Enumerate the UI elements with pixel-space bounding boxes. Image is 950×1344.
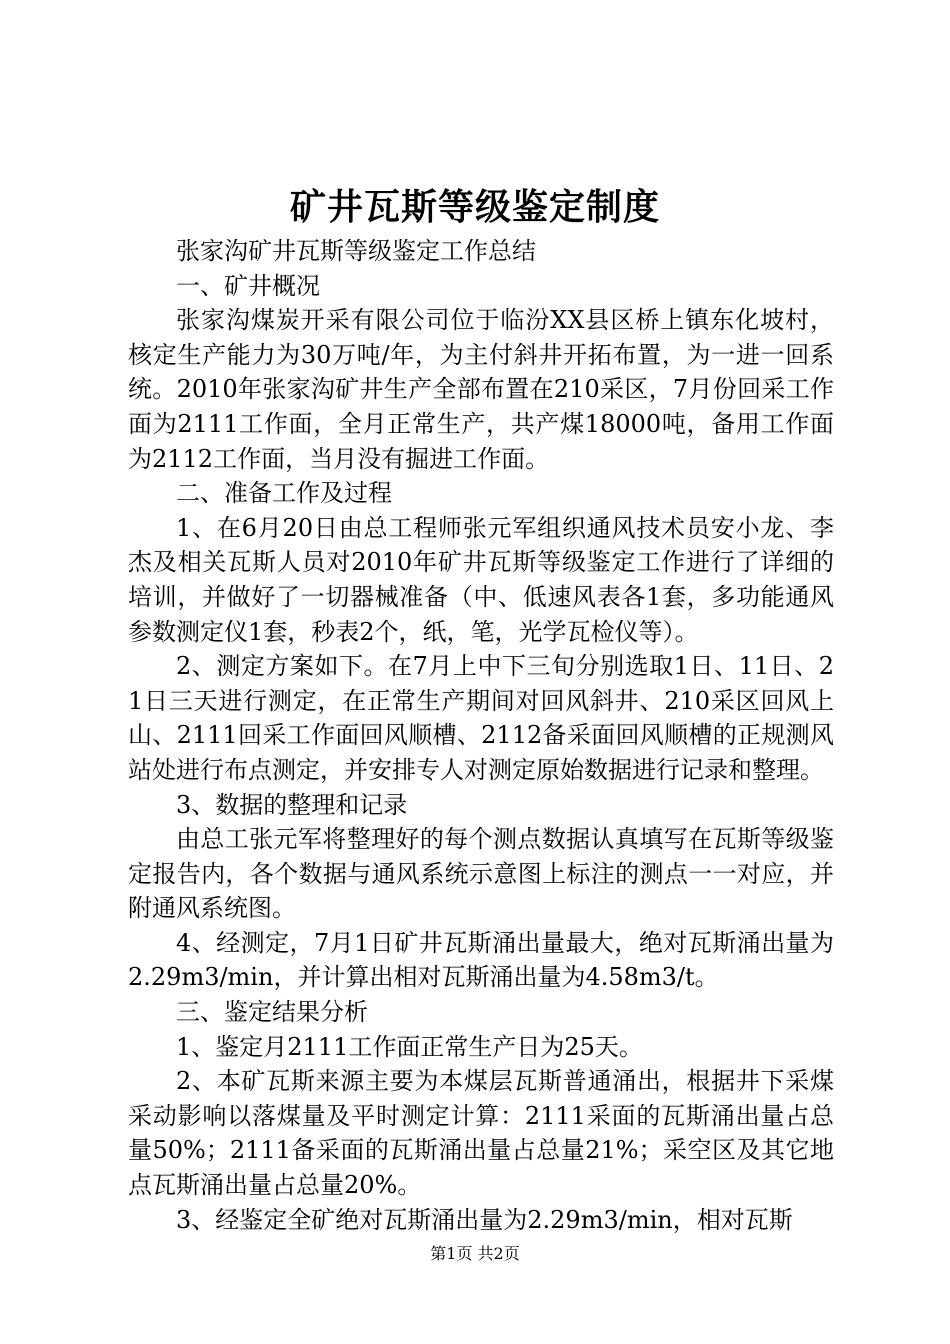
results-item-1: 1、鉴定月2111工作面正常生产日为25天。: [176, 1032, 643, 1061]
section-heading-overview: 一、矿井概况: [176, 271, 320, 300]
preparation-item-3-body: 由总工张元军将整理好的每个测点数据认真填写在瓦斯等级鉴定报告内，各个数据与通风系统示意图上标注的测点一一对应，并附通风系统图。: [128, 825, 834, 923]
page-footer: 第1页 共2页: [430, 1244, 520, 1263]
overview-paragraph: 张家沟煤炭开采有限公司位于临汾XX县区桥上镇东化坡村，核定生产能力为30万吨/年，为主付斜井开拓布置，为一进一回系统。2010年张家沟矿井生产全部布置在210采区，7月份回采工作面为2111工作面，全月正常生产，共产煤18000吨，备用工作面为2112工作面，当月没有掘进工作面。: [128, 306, 834, 473]
preparation-item-2: 2、测定方案如下。在7月上中下三旬分别选取1日、11日、21日三天进行测定，在正常生产期间对回风斜井、210采区回风上山、2111回采工作面回风顺槽、2112备采面回风顺槽的正规测风站处进行布点测定，并安排专人对测定原始数据进行记录和整理。: [128, 652, 834, 784]
preparation-item-3-heading: 3、数据的整理和记录: [176, 790, 408, 819]
document-body: [128, 234, 834, 1237]
section-heading-results: 三、鉴定结果分析: [176, 998, 368, 1027]
section-heading-preparation: 二、准备工作及过程: [176, 479, 392, 508]
results-item-3: 3、经鉴定全矿绝对瓦斯涌出量为2.29m3/min，相对瓦斯: [176, 1205, 793, 1234]
preparation-item-1: 1、在6月20日由总工程师张元军组织通风技术员安小龙、李杰及相关瓦斯人员对2010年矿井瓦斯等级鉴定工作进行了详细的培训，并做好了一切器械准备（中、低速风表各1套，多功能通风参数测定仪1套，秒表2个，纸，笔，光学瓦检仪等）。: [128, 513, 834, 646]
results-item-2: 2、本矿瓦斯来源主要为本煤层瓦斯普通涌出，根据井下采煤采动影响以落煤量及平时测定计算：2111采面的瓦斯涌出量占总量50%；2111备采面的瓦斯涌出量占总量21%；采空区及其它地点瓦斯涌出量占总量20%。: [128, 1067, 834, 1200]
document-title: 矿井瓦斯等级鉴定制度: [289, 186, 660, 228]
preparation-item-4: 4、经测定，7月1日矿井瓦斯涌出量最大，绝对瓦斯涌出量为2.29m3/min，并计算出相对瓦斯涌出量为4.58m3/t。: [128, 928, 834, 992]
subtitle-paragraph: 张家沟矿井瓦斯等级鉴定工作总结: [176, 237, 536, 265]
